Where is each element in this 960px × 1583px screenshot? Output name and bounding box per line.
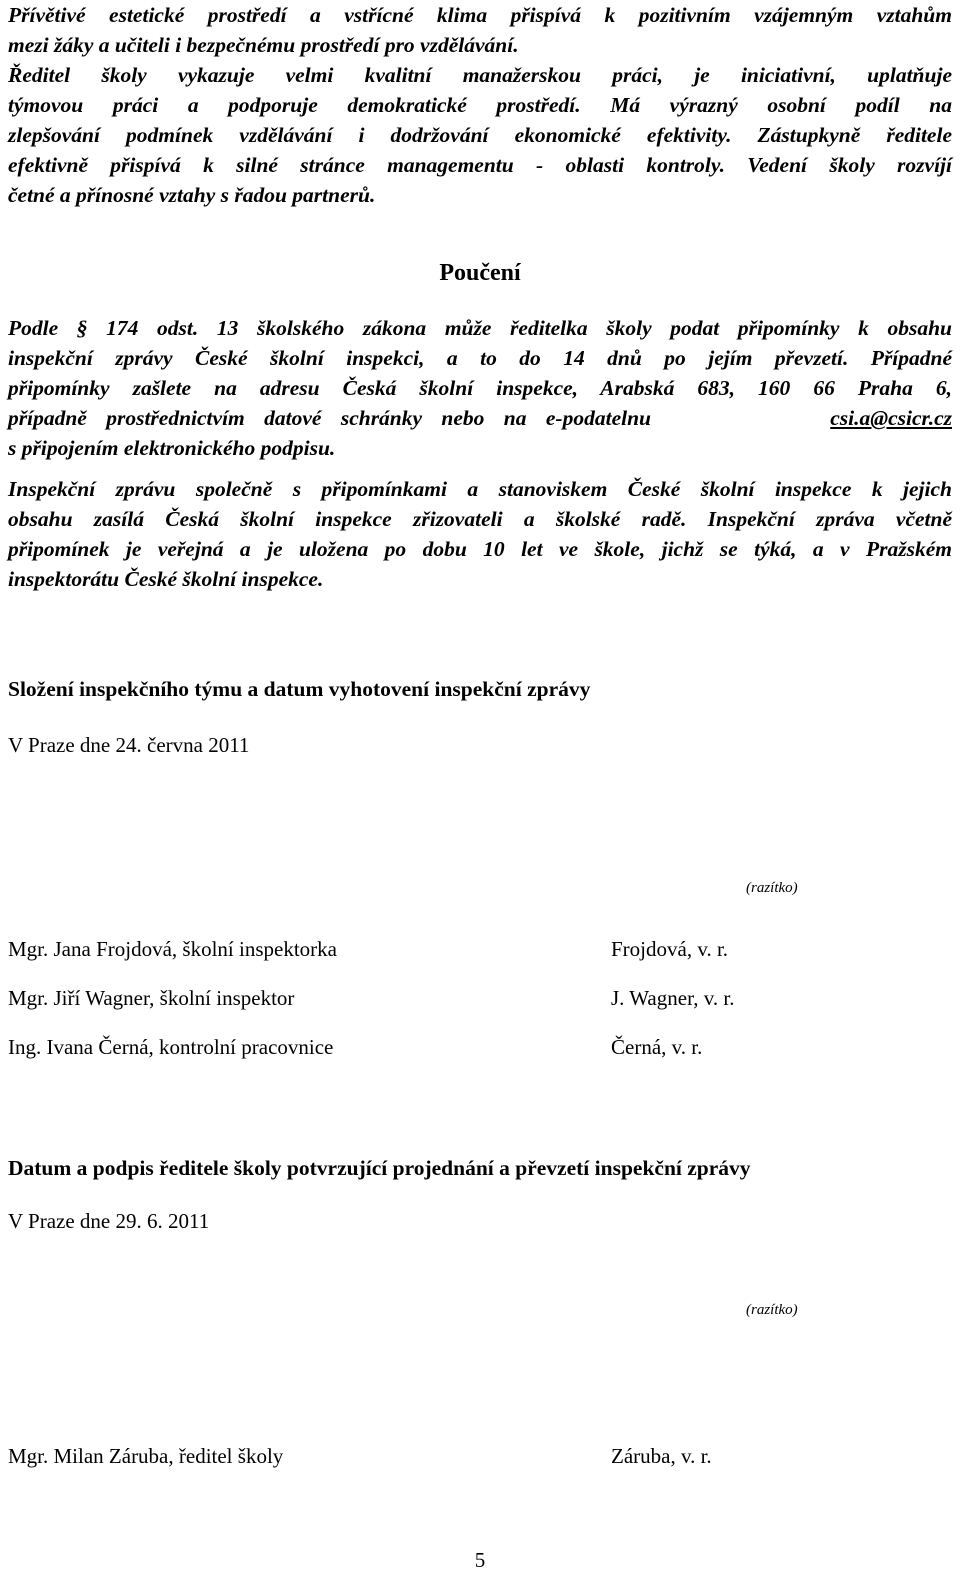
pouceni-line: inspektorátu České školní inspekce. [8,567,324,591]
director-section-heading: Datum a podpis ředitele školy potvrzující projednání a převzetí inspekční zprávy [8,1156,751,1180]
intro-line: Přívětivé estetické prostředí a vstřícné klima přispívá k pozitivním vzájemným vztahům [8,3,952,27]
pouceni-line: s připojením elektronického podpisu. [8,436,336,460]
team-member-name: Ing. Ivana Černá, kontrolní pracovnice [8,1035,334,1059]
intro-paragraph [8,0,952,210]
intro-line: zlepšování podmínek vzdělávání i dodržování ekonomické efektivity. Zástupkyně ředitele [8,123,952,147]
pouceni-line: inspekční zprávy České školní inspekci, a to do 14 dnů po jejím převzetí. Případné [8,346,952,370]
pouceni-line: obsahu zasílá Česká školní inspekce zřizovateli a školské radě. Inspekční zpráva včetně [8,507,952,531]
pouceni-line: Inspekční zprávu společně s připomínkami a stanoviskem České školní inspekce k jejich [8,477,952,501]
intro-line: týmovou práci a podporuje demokratické prostředí. Má výrazný osobní podíl na [8,93,952,117]
team-member-name: Mgr. Jana Frojdová, školní inspektorka [8,937,337,961]
team-section-heading: Složení inspekčního týmu a datum vyhotovení inspekční zprávy [8,677,591,701]
team-member-signature: J. Wagner, v. r. [611,986,735,1010]
intro-line: Ředitel školy vykazuje velmi kvalitní manažerskou práci, je iniciativní, uplatňuje [8,63,952,87]
team-stamp: (razítko) [746,880,798,896]
pouceni-line-with-email [8,403,952,433]
pouceni-line: připomínky zašlete na adresu Česká školní inspekce, Arabská 683, 160 66 Praha 6, [8,376,952,400]
pouceni-line: Podle § 174 odst. 13 školského zákona může ředitelka školy podat připomínky k obsahu [8,316,952,340]
intro-line: četné a přínosné vztahy s řadou partnerů. [8,183,376,207]
pouceni-heading: Poučení [439,260,521,286]
director-name: Mgr. Milan Záruba, ředitel školy [8,1444,284,1468]
director-date: V Praze dne 29. 6. 2011 [8,1209,210,1233]
page-number: 5 [474,1548,486,1572]
director-signature: Záruba, v. r. [611,1444,712,1468]
team-member-signature: Frojdová, v. r. [611,937,729,961]
email-link[interactable]: csi.a@csicr.cz [830,406,952,430]
team-date: V Praze dne 24. června 2011 [8,733,250,757]
pouceni-line: případně prostřednictvím datové schránky nebo na e-podatelnu [8,406,651,430]
director-stamp: (razítko) [746,1302,798,1318]
pouceni-line: připomínek je veřejná a je uložena po dobu 10 let ve škole, jichž se týká, a v Pražském [8,537,952,561]
intro-line: mezi žáky a učiteli i bezpečnému prostředí pro vzdělávání. [8,33,519,57]
team-member-signature: Černá, v. r. [611,1035,703,1059]
intro-line: efektivně přispívá k silné stránce managementu - oblasti kontroly. Vedení školy rozvíjí [8,153,952,177]
pouceni-paragraph-2 [8,474,952,594]
team-member-name: Mgr. Jiří Wagner, školní inspektor [8,986,295,1010]
pouceni-paragraph-1 [8,313,952,463]
